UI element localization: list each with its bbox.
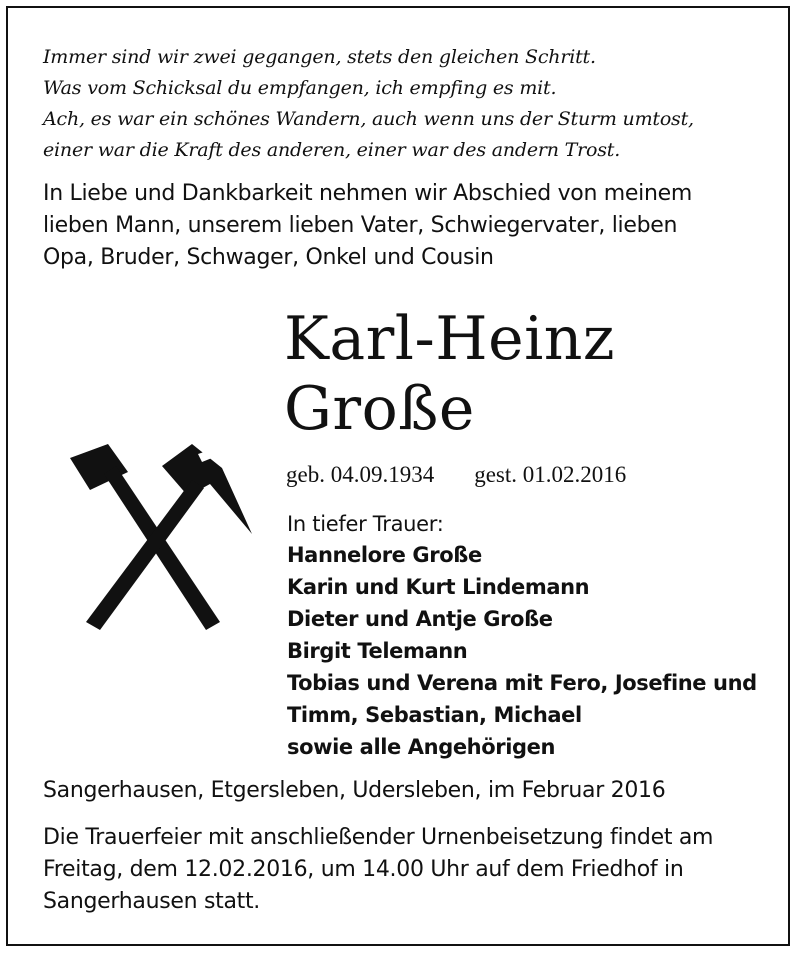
- mourners-list: [287, 539, 757, 763]
- mourner-name: Dieter und Antje Große: [287, 607, 553, 631]
- life-dates: [286, 460, 626, 490]
- mourner-name: Timm, Sebastian, Michael: [287, 703, 582, 727]
- ceremony-line: Sangerhausen statt.: [43, 889, 260, 914]
- deceased-last-name: Große: [284, 374, 475, 444]
- hammer-and-pick-icon: [42, 438, 258, 634]
- poem-line: einer war die Kraft des anderen, einer war des andern Trost.: [43, 139, 621, 161]
- deceased-first-name: Karl-Heinz: [284, 304, 616, 374]
- mourner-name: Tobias und Verena mit Fero, Josefine und: [287, 671, 757, 695]
- poem-line: Immer sind wir zwei gegangen, stets den gleichen Schritt.: [43, 46, 596, 68]
- place-and-date: Sangerhausen, Etgersleben, Udersleben, im Februar 2016: [43, 778, 666, 803]
- ceremony-line: Freitag, dem 12.02.2016, um 14.00 Uhr auf dem Friedhof in: [43, 857, 684, 882]
- intro-line: In Liebe und Dankbarkeit nehmen wir Abschied von meinem: [43, 181, 692, 206]
- intro-line: lieben Mann, unserem lieben Vater, Schwiegervater, lieben: [43, 213, 678, 238]
- mourner-name: Karin und Kurt Lindemann: [287, 575, 590, 599]
- intro-line: Opa, Bruder, Schwager, Onkel und Cousin: [43, 245, 494, 270]
- mourner-name: Hannelore Große: [287, 543, 482, 567]
- ceremony-line: Die Trauerfeier mit anschließender Urnenbeisetzung findet am: [43, 825, 714, 850]
- death-date: gest. 01.02.2016: [474, 462, 627, 487]
- poem-line: Was vom Schicksal du empfangen, ich empfing es mit.: [43, 77, 557, 99]
- ceremony-info: [43, 822, 773, 918]
- mourner-name: sowie alle Angehörigen: [287, 735, 556, 759]
- poem-line: Ach, es war ein schönes Wandern, auch wenn uns der Sturm umtost,: [43, 108, 694, 130]
- birth-date: geb. 04.09.1934: [286, 462, 435, 487]
- poem: [43, 42, 783, 166]
- intro-text: [43, 178, 763, 274]
- mourner-name: Birgit Telemann: [287, 639, 468, 663]
- deceased-name: [284, 304, 615, 444]
- mourning-label: In tiefer Trauer:: [287, 512, 444, 536]
